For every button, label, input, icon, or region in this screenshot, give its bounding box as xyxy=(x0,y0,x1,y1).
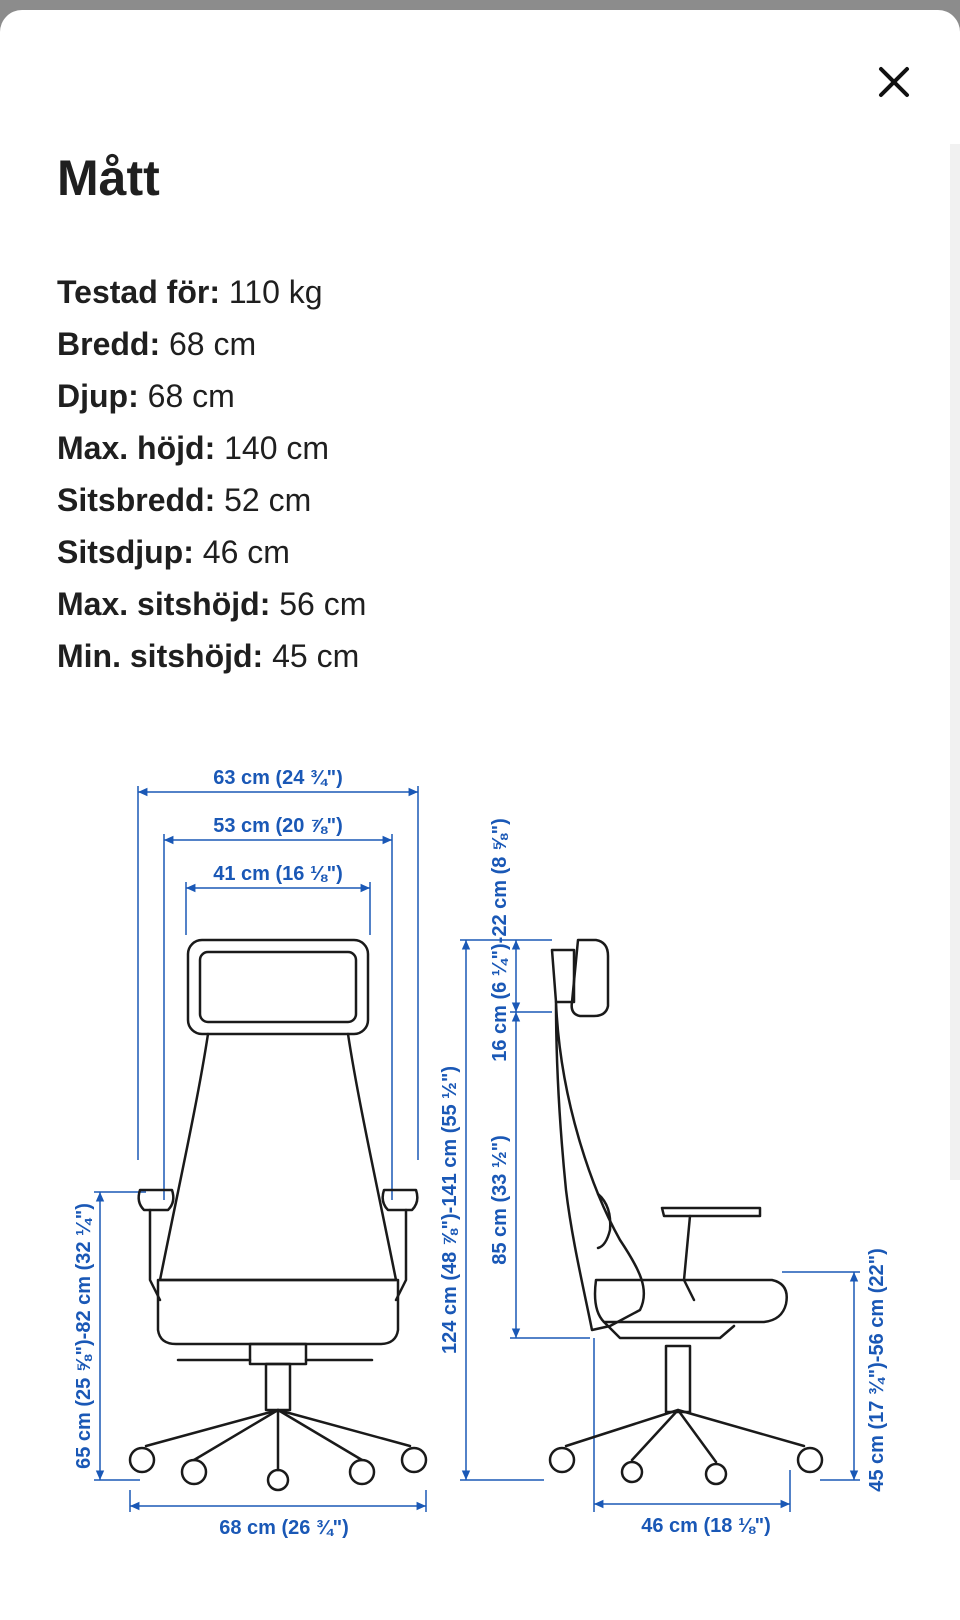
spec-row xyxy=(57,526,366,578)
caster xyxy=(706,1464,726,1484)
gas-lift xyxy=(666,1346,690,1412)
spec-row xyxy=(57,318,366,370)
dim-label-base-depth: 46 cm (18 ⅛") xyxy=(641,1515,771,1537)
caster xyxy=(798,1448,822,1472)
spec-value: 45 cm xyxy=(272,638,360,674)
spec-value: 52 cm xyxy=(224,482,312,518)
dim-label-seat-height: 45 cm (17 ¾")-56 cm (22") xyxy=(866,1248,888,1492)
caster xyxy=(402,1448,426,1472)
dim-label-arm-height: 65 cm (25 ⅝")-82 cm (32 ¼") xyxy=(73,1203,95,1469)
arm-post xyxy=(684,1216,694,1300)
spec-label: Max. höjd: xyxy=(57,430,216,466)
dimension-diagram xyxy=(0,770,960,1550)
armrest xyxy=(662,1208,760,1216)
dimensions-sheet xyxy=(0,10,960,1620)
spec-label: Bredd: xyxy=(57,326,161,362)
spec-value: 46 cm xyxy=(202,534,290,570)
dim-label-total-height: 124 cm (48 ⅞")-141 cm (55 ½") xyxy=(439,1065,461,1355)
headrest-inner xyxy=(200,952,356,1022)
dim-label-base-width: 68 cm (26 ¾") xyxy=(219,1517,349,1539)
seat xyxy=(595,1280,787,1322)
dim-label-back-height: 85 cm (33 ½") xyxy=(489,1135,511,1265)
caster xyxy=(182,1460,206,1484)
caster xyxy=(550,1448,574,1472)
lumbar-support xyxy=(598,1194,610,1248)
left-armrest xyxy=(139,1190,174,1210)
spec-label: Min. sitshöjd: xyxy=(57,638,264,674)
spec-label: Djup: xyxy=(57,378,139,414)
dimension-diagram-svg xyxy=(0,770,960,1550)
dim-label-seat-width: 53 cm (20 ⅞") xyxy=(213,815,343,837)
close-button[interactable] xyxy=(866,54,922,110)
base-legs xyxy=(146,1410,410,1470)
seat xyxy=(158,1280,398,1344)
dim-label-total-width: 63 cm (24 ¾") xyxy=(213,770,343,789)
close-icon xyxy=(866,54,922,110)
spec-label: Max. sitshöjd: xyxy=(57,586,271,622)
right-armrest xyxy=(383,1190,418,1210)
headrest xyxy=(188,940,368,1034)
spec-value: 68 cm xyxy=(169,326,257,362)
spec-row xyxy=(57,422,366,474)
caster xyxy=(268,1470,288,1490)
spec-row xyxy=(57,630,366,682)
spec-value: 140 cm xyxy=(224,430,330,466)
chair-side-illustration xyxy=(550,940,822,1484)
caster xyxy=(350,1460,374,1484)
spec-value: 56 cm xyxy=(279,586,367,622)
spec-label: Testad för: xyxy=(57,274,220,310)
mechanism xyxy=(604,1322,734,1338)
mechanism xyxy=(250,1344,306,1364)
caster xyxy=(622,1462,642,1482)
headrest xyxy=(572,940,608,1016)
spec-row xyxy=(57,266,366,318)
gas-lift xyxy=(266,1364,290,1410)
spec-label: Sitsbredd: xyxy=(57,482,216,518)
spec-value: 110 kg xyxy=(228,274,323,310)
spec-row xyxy=(57,474,366,526)
caster xyxy=(130,1448,154,1472)
page-title: Mått xyxy=(57,150,160,206)
side-view xyxy=(439,818,888,1537)
spec-label: Sitsdjup: xyxy=(57,534,194,570)
spec-list xyxy=(57,266,366,682)
base-legs xyxy=(566,1410,804,1462)
chair-front-illustration xyxy=(130,940,426,1490)
spec-row xyxy=(57,578,366,630)
headrest-bracket xyxy=(552,950,574,1002)
backrest xyxy=(160,1034,396,1280)
front-view xyxy=(73,770,426,1539)
spec-row xyxy=(57,370,366,422)
dim-label-back-width: 41 cm (16 ⅛") xyxy=(213,863,343,885)
spec-value: 68 cm xyxy=(147,378,235,414)
dim-label-headrest-range: 16 cm (6 ¼")-22 cm (8 ⅝") xyxy=(489,818,511,1062)
